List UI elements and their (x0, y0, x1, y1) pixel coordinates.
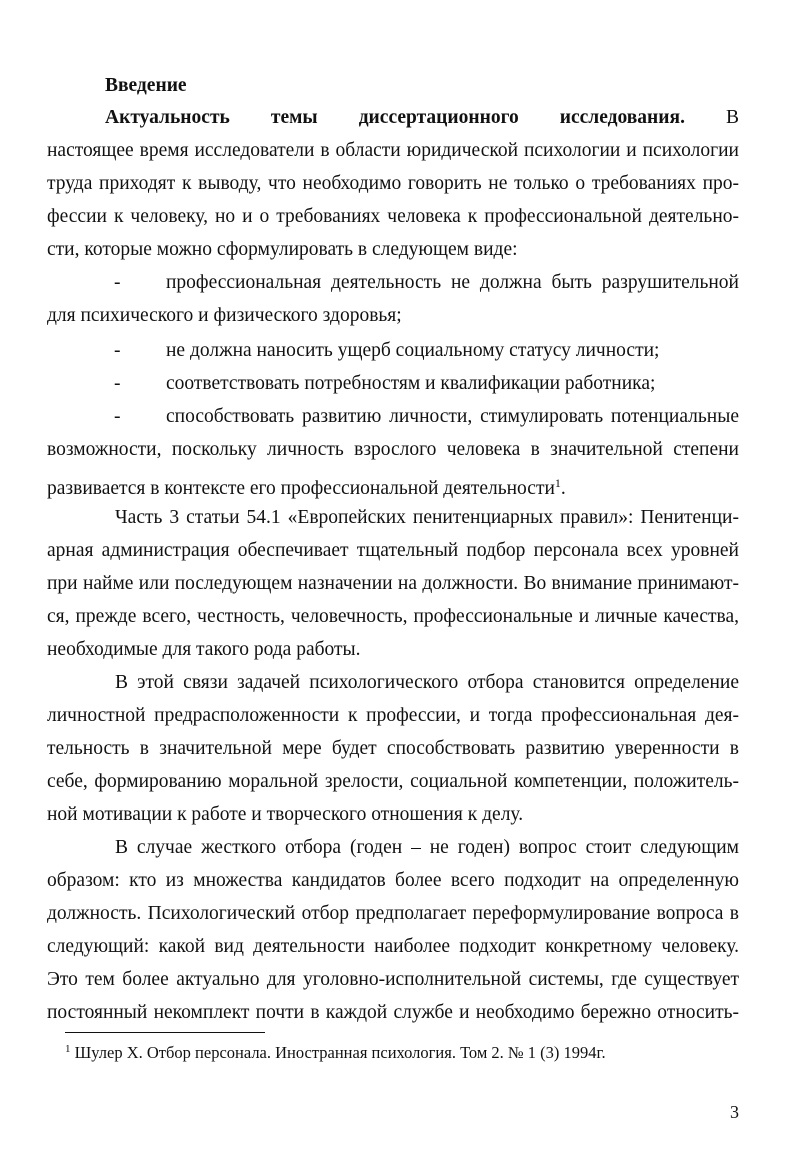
list-item-line: профессиональная деятельность не должна быть разрушительной (166, 272, 739, 293)
bold-term: Актуальность (105, 107, 230, 128)
paragraph-line: себе, формированию моральной зрелости, социальной компетенции, положитель- (47, 771, 739, 792)
text-fragment: развивается в контексте его профессиональной деятельности (47, 478, 555, 499)
list-dash: - (114, 272, 121, 293)
list-dash: - (114, 340, 121, 361)
text-fragment: В (726, 107, 740, 128)
page-number: 3 (730, 1102, 739, 1122)
footnote-text: Шулер Х. Отбор персонала. Иностранная психология. Том 2. № 1 (3) 1994г. (74, 1043, 606, 1062)
paragraph-line: труда приходят к выводу, что необходимо говорить не только о требованиях про- (47, 173, 739, 194)
paragraph-line: личностной предрасположенности к профессии, и тогда профессиональная дея- (47, 705, 739, 726)
section-heading: Введение (105, 75, 187, 96)
paragraph-line: постоянный некомплект почти в каждой службе и необходимо бережно относить- (47, 1002, 739, 1023)
list-item-line: не должна наносить ущерб социальному статусу личности; (166, 340, 660, 361)
list-item-line: возможности, поскольку личность взрослого человека в значительной степени (47, 439, 739, 460)
bold-term: исследования. (559, 107, 685, 128)
paragraph-line: при найме или последующем назначении на должности. Во внимание принимают- (47, 573, 739, 594)
list-dash: - (114, 406, 121, 427)
paragraph-line: необходимые для такого рода работы. (47, 639, 361, 660)
paragraph-line: Это тем более актуально для уголовно-исполнительной системы, где существует (47, 969, 739, 990)
paragraph-line: сти, которые можно сформулировать в следующем виде: (47, 239, 518, 260)
paragraph-line: Часть 3 статьи 54.1 «Европейских пенитенциарных правил»: Пенитенци- (115, 507, 739, 528)
paragraph-line (47, 106, 739, 130)
footnote-rule (65, 1032, 265, 1033)
paragraph-line: тельность в значительной мере будет способствовать развитию уверенности в (47, 738, 739, 759)
paragraph-line: следующий: какой вид деятельности наиболее подходит конкретному человеку. (47, 936, 739, 957)
footnote (65, 1038, 606, 1064)
paragraph-line: настоящее время исследователи в области юридической психологии и психологии (47, 140, 739, 161)
paragraph-line: образом: кто из множества кандидатов более всего подходит на определенную (47, 870, 739, 891)
paragraph-line: В этой связи задачей психологического отбора становится определение (115, 672, 739, 693)
list-item-line: соответствовать потребностям и квалификации работника; (166, 373, 656, 394)
footnote-mark: 1 (65, 1043, 71, 1055)
paragraph-line: ной мотивации к работе и творческого отношения к делу. (47, 804, 524, 825)
paragraph-line: должность. Психологический отбор предполагает переформулирование вопроса в (47, 903, 739, 924)
paragraph-line: ся, прежде всего, честность, человечность, профессиональные и личные качества, (47, 606, 739, 627)
paragraph-line: арная администрация обеспечивает тщательный подбор персонала всех уровней (47, 540, 739, 561)
text-fragment: . (560, 478, 566, 499)
paragraph-line: В случае жесткого отбора (годен – не годен) вопрос стоит следующим (115, 837, 739, 858)
list-dash: - (114, 373, 121, 394)
list-item-line: для психического и физического здоровья; (47, 305, 402, 326)
bold-term: темы (270, 107, 318, 128)
footnote-ref: 1 (554, 476, 561, 490)
list-item-line (47, 471, 739, 501)
list-item-line: способствовать развитию личности, стимулировать потенциальные (166, 406, 739, 427)
bold-term: диссертационного (358, 107, 519, 128)
paragraph-line: фессии к человеку, но и о требованиях человека к профессиональной деятельно- (47, 206, 739, 227)
